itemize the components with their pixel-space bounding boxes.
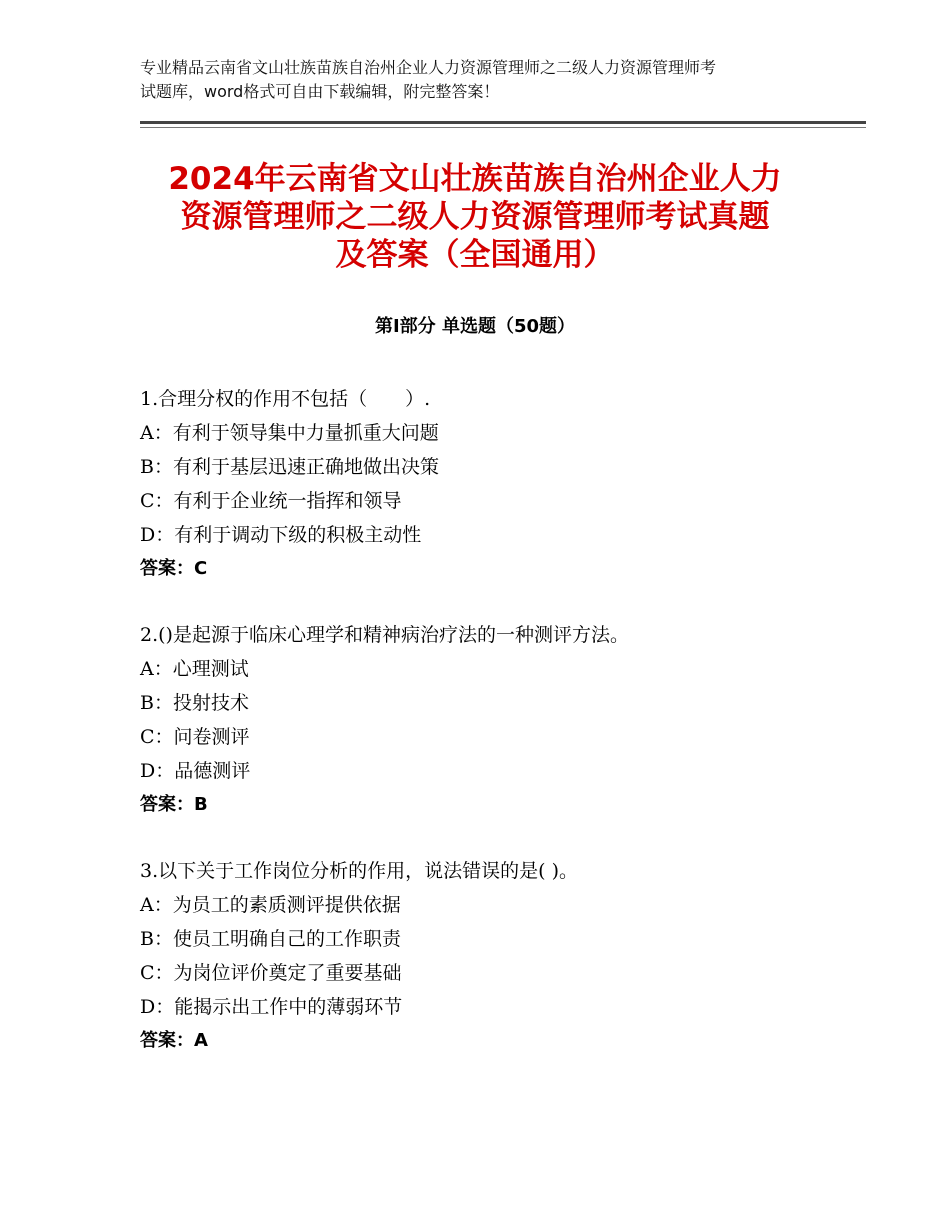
option-d: D：有利于调动下级的积极主动性 <box>140 524 422 546</box>
option-a: A：为员工的素质测评提供依据 <box>140 894 401 916</box>
question-list <box>140 382 840 1090</box>
option-b: B：有利于基层迅速正确地做出决策 <box>140 456 439 478</box>
option-d: D：品德测评 <box>140 760 251 782</box>
question-2 <box>140 618 840 822</box>
option-c: C：为岗位评价奠定了重要基础 <box>140 962 402 984</box>
question-stem: 2.()是起源于临床心理学和精神病治疗法的一种测评方法。 <box>140 624 629 646</box>
option-a: A：心理测试 <box>140 658 249 680</box>
question-stem: 3.以下关于工作岗位分析的作用，说法错误的是( )。 <box>140 860 578 882</box>
question-stem: 1.合理分权的作用不包括（ ）. <box>140 388 431 410</box>
header-note <box>140 56 830 104</box>
question-1 <box>140 382 840 586</box>
section-title: 第Ⅰ部分 单选题（50题） <box>374 316 575 337</box>
header-note-line-2: 试题库，word格式可自由下载编辑，附完整答案！ <box>140 82 500 101</box>
option-d: D：能揭示出工作中的薄弱环节 <box>140 996 403 1018</box>
header-note-line-1: 专业精品云南省文山壮族苗族自治州企业人力资源管理师之二级人力资源管理师考 <box>140 58 717 77</box>
document-title-line-3: 及答案（全国通用） <box>335 237 615 273</box>
option-c: C：问卷测评 <box>140 726 250 748</box>
option-b: B：使员工明确自己的工作职责 <box>140 928 401 950</box>
option-a: A：有利于领导集中力量抓重大问题 <box>140 422 439 444</box>
answer: 答案：B <box>140 794 208 815</box>
header-divider-thin <box>140 127 866 128</box>
document-title <box>140 160 810 274</box>
option-b: B：投射技术 <box>140 692 249 714</box>
document-title-line-1: 2024年云南省文山壮族苗族自治州企业人力 <box>168 161 782 197</box>
header-divider-thick <box>140 121 866 124</box>
document-title-line-2: 资源管理师之二级人力资源管理师考试真题 <box>180 199 770 235</box>
answer: 答案：A <box>140 1030 208 1051</box>
question-3 <box>140 854 840 1058</box>
answer: 答案：C <box>140 558 208 579</box>
option-c: C：有利于企业统一指挥和领导 <box>140 490 402 512</box>
